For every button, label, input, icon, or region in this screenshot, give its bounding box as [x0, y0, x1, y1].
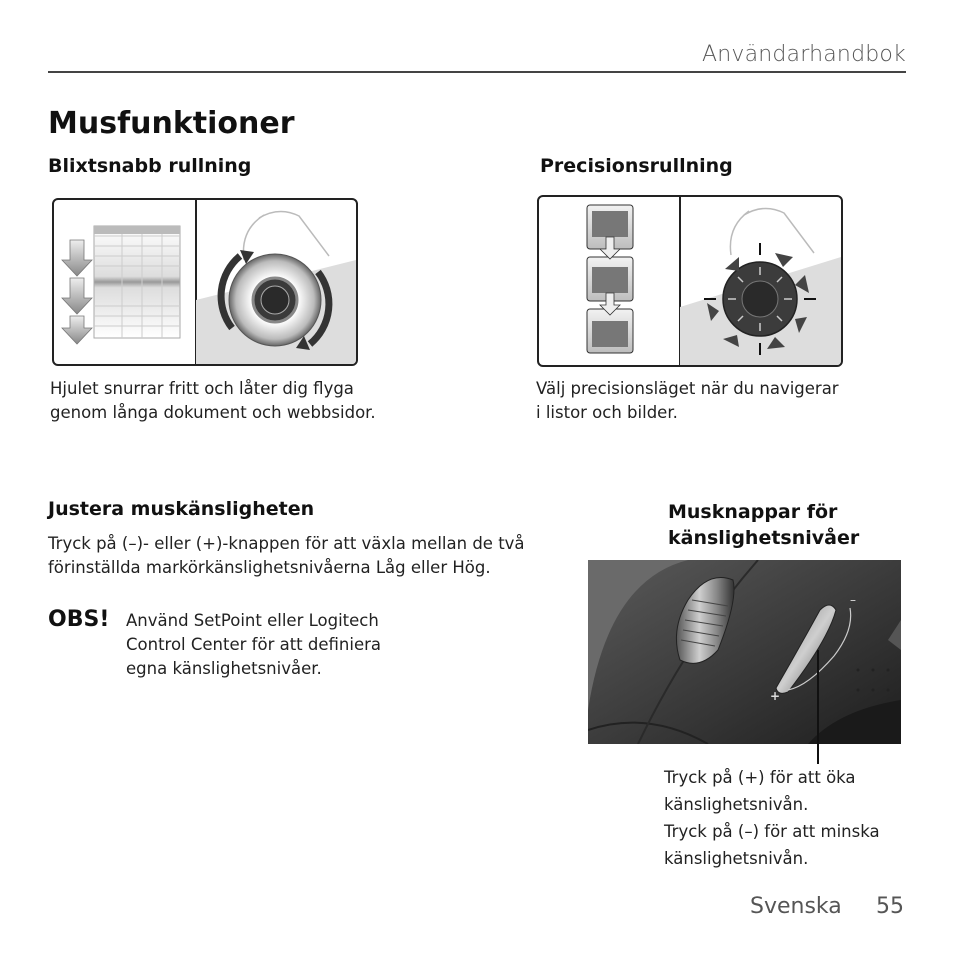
header-rule [48, 71, 906, 73]
minus-mark: – [850, 593, 856, 607]
buttons-heading-line: Musknappar för [668, 501, 838, 523]
buttons-caption-line: Tryck på (–) för att minska [664, 822, 880, 841]
sensitivity-text-line: Tryck på (–)- eller (+)-knappen för att växla mellan de två [48, 534, 525, 553]
image-list-icon [587, 205, 633, 353]
mouse-photo [588, 560, 901, 744]
note-text-line: Control Center för att definiera [126, 635, 382, 654]
buttons-caption [664, 764, 880, 872]
precision-scroll-caption-line: Välj precisionsläget när du navigerar [536, 379, 839, 398]
running-header: Användarhandbok [701, 42, 906, 67]
spreadsheet-icon [94, 226, 180, 338]
precision-scroll-graphic [539, 197, 841, 365]
fast-scroll-caption [50, 377, 376, 425]
fast-scroll-caption-line: genom långa dokument och webbsidor. [50, 403, 376, 422]
buttons-heading [668, 499, 859, 551]
buttons-caption-line: känslighetsnivån. [664, 849, 809, 868]
precision-scroll-heading: Precisionsrullning [540, 155, 733, 177]
fast-scroll-graphic [54, 200, 356, 364]
page-number: 55 [876, 894, 904, 919]
mouse-graphic [588, 560, 901, 744]
precision-scroll-caption-line: i listor och bilder. [536, 403, 678, 422]
down-arrows-icon [62, 240, 92, 344]
note-text-line: egna känslighetsnivåer. [126, 659, 322, 678]
precision-scroll-caption [536, 377, 839, 425]
sensitivity-text [48, 532, 525, 580]
sensitivity-text-line: förinställda markörkänslighetsnivåerna Låg eller Hög. [48, 558, 491, 577]
precision-scroll-illustration [537, 195, 843, 367]
plus-mark: + [770, 689, 781, 703]
callout-line [817, 744, 819, 764]
page-title: Musfunktioner [48, 106, 295, 141]
buttons-heading-line: känslighetsnivåer [668, 527, 860, 549]
fast-scroll-heading: Blixtsnabb rullning [48, 155, 252, 177]
note-text [126, 609, 381, 681]
buttons-caption-line: känslighetsnivån. [664, 795, 809, 814]
buttons-caption-line: Tryck på (+) för att öka [664, 768, 856, 787]
note-text-line: Använd SetPoint eller Logitech [126, 611, 379, 630]
note-label: OBS! [48, 607, 110, 632]
fast-scroll-illustration [52, 198, 358, 366]
sensitivity-heading: Justera muskänsligheten [48, 498, 315, 520]
footer-language: Svenska [750, 894, 842, 919]
fast-scroll-caption-line: Hjulet snurrar fritt och låter dig flyga [50, 379, 354, 398]
